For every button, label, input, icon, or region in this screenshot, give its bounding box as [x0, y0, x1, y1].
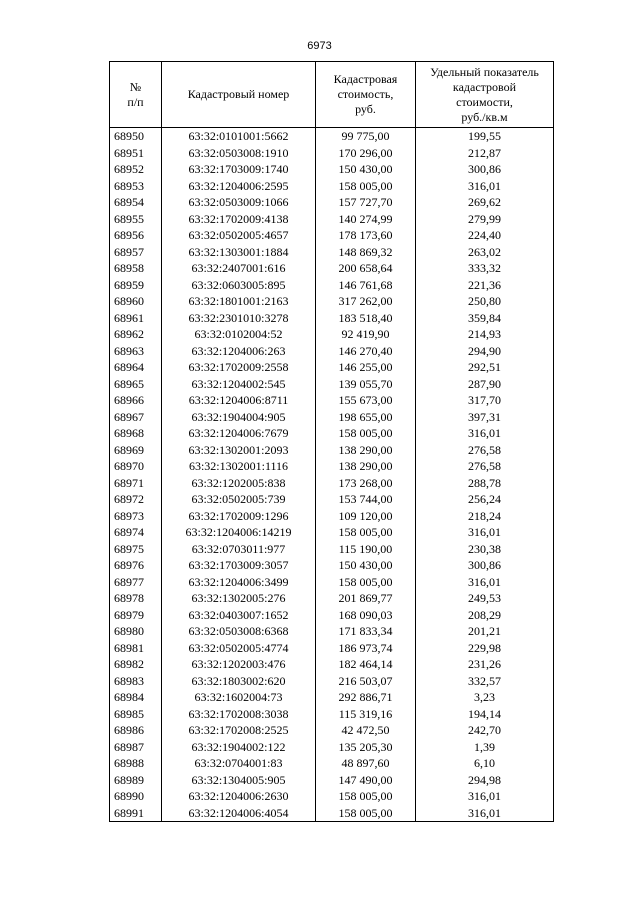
row-number-text: 68975: [114, 541, 144, 556]
cell-cadastral-value: 292 886,71: [316, 689, 416, 706]
row-number-text: 68966: [114, 393, 144, 408]
cell-specific-indicator: 212,87: [416, 145, 554, 162]
table-row: [110, 293, 554, 310]
cell-cadastral-number: 63:32:1904004:905: [162, 409, 316, 426]
cell-cadastral-number: 63:32:0703011:977: [162, 541, 316, 558]
row-number-text: 68953: [114, 178, 144, 193]
row-number-text: 68979: [114, 607, 144, 622]
row-number-text: 68968: [114, 426, 144, 441]
cell-specific-indicator: 1,39: [416, 739, 554, 756]
row-number-text: 68970: [114, 459, 144, 474]
cell-cadastral-value: 158 005,00: [316, 178, 416, 195]
cell-specific-indicator: 194,14: [416, 706, 554, 723]
row-number-text: 68987: [114, 739, 144, 754]
cell-cadastral-value: 186 973,74: [316, 640, 416, 657]
header-num: [110, 62, 162, 128]
row-number-text: 68971: [114, 475, 144, 490]
cell-cadastral-number: 63:32:0502005:739: [162, 491, 316, 508]
row-number-text: 68977: [114, 574, 144, 589]
table-row: [110, 310, 554, 327]
cell-cadastral-number: 63:32:1204006:263: [162, 343, 316, 360]
cell-cadastral-value: 183 518,40: [316, 310, 416, 327]
cell-cadastral-value: 115 319,16: [316, 706, 416, 723]
header-cadastral-value: [316, 62, 416, 128]
table-row: [110, 574, 554, 591]
table-row: [110, 805, 554, 822]
cell-cadastral-number: 63:32:1702009:2558: [162, 359, 316, 376]
cell-cadastral-number: 63:32:1302001:1116: [162, 458, 316, 475]
table-row: [110, 425, 554, 442]
cell-specific-indicator: 333,32: [416, 260, 554, 277]
table-row: [110, 442, 554, 459]
table-row: [110, 689, 554, 706]
cell-row-number: [110, 491, 162, 508]
cell-specific-indicator: 231,26: [416, 656, 554, 673]
table-row: [110, 326, 554, 343]
header-value-line: стоимость,: [337, 87, 394, 101]
cell-row-number: [110, 376, 162, 393]
row-number-text: 68990: [114, 789, 144, 804]
cell-specific-indicator: 199,55: [416, 128, 554, 145]
cell-row-number: [110, 442, 162, 459]
cell-specific-indicator: 3,23: [416, 689, 554, 706]
cell-row-number: [110, 425, 162, 442]
cell-specific-indicator: 250,80: [416, 293, 554, 310]
row-number-text: 68957: [114, 244, 144, 259]
row-number-text: 68958: [114, 261, 144, 276]
table-row: [110, 623, 554, 640]
cell-cadastral-number: 63:32:0101001:5662: [162, 128, 316, 145]
cell-specific-indicator: 317,70: [416, 392, 554, 409]
cell-specific-indicator: 316,01: [416, 178, 554, 195]
cell-cadastral-number: 63:32:1703009:1740: [162, 161, 316, 178]
table-row: [110, 706, 554, 723]
cell-cadastral-value: 147 490,00: [316, 772, 416, 789]
table-row: [110, 640, 554, 657]
table-row: [110, 524, 554, 541]
row-number-text: 68988: [114, 756, 144, 771]
cell-specific-indicator: 294,90: [416, 343, 554, 360]
header-cadastral-number: Кадастровый номер: [162, 62, 316, 128]
table-row: [110, 376, 554, 393]
header-indicator-line: стоимости,: [456, 94, 513, 109]
table-row: [110, 458, 554, 475]
cell-specific-indicator: 201,21: [416, 623, 554, 640]
cell-row-number: [110, 590, 162, 607]
cell-specific-indicator: 332,57: [416, 673, 554, 690]
cell-specific-indicator: 276,58: [416, 458, 554, 475]
table-row: [110, 491, 554, 508]
cell-cadastral-value: 317 262,00: [316, 293, 416, 310]
cell-cadastral-number: 63:32:0503009:1066: [162, 194, 316, 211]
cell-row-number: [110, 277, 162, 294]
cell-cadastral-number: 63:32:2407001:616: [162, 260, 316, 277]
cell-cadastral-value: 198 655,00: [316, 409, 416, 426]
table-row: [110, 656, 554, 673]
row-number-text: 68956: [114, 228, 144, 243]
table-row: [110, 557, 554, 574]
row-number-text: 68952: [114, 162, 144, 177]
cell-cadastral-value: 140 274,99: [316, 211, 416, 228]
cell-cadastral-number: 63:32:0102004:52: [162, 326, 316, 343]
cell-row-number: [110, 640, 162, 657]
header-num-line: п/п: [127, 94, 144, 109]
table-row: [110, 194, 554, 211]
cell-cadastral-number: 63:32:0603005:895: [162, 277, 316, 294]
cell-cadastral-value: 168 090,03: [316, 607, 416, 624]
table-row: [110, 772, 554, 789]
cell-specific-indicator: 316,01: [416, 805, 554, 822]
table-row: [110, 277, 554, 294]
table-row: [110, 673, 554, 690]
cell-specific-indicator: 242,70: [416, 722, 554, 739]
row-number-text: 68982: [114, 657, 144, 672]
cell-cadastral-value: 92 419,90: [316, 326, 416, 343]
cell-row-number: [110, 244, 162, 261]
cell-specific-indicator: 269,62: [416, 194, 554, 211]
row-number-text: 68950: [114, 129, 144, 144]
cell-cadastral-number: 63:32:1302001:2093: [162, 442, 316, 459]
cell-cadastral-value: 182 464,14: [316, 656, 416, 673]
row-number-text: 68985: [114, 706, 144, 721]
cell-specific-indicator: 249,53: [416, 590, 554, 607]
header-indicator-line: кадастровой: [452, 79, 517, 94]
cell-row-number: [110, 788, 162, 805]
cell-specific-indicator: 300,86: [416, 557, 554, 574]
cell-cadastral-value: 150 430,00: [316, 557, 416, 574]
row-number-text: 68974: [114, 525, 144, 540]
table-row: [110, 128, 554, 145]
row-number-text: 68984: [114, 690, 144, 705]
cell-cadastral-number: 63:32:1904002:122: [162, 739, 316, 756]
cell-specific-indicator: 397,31: [416, 409, 554, 426]
cell-cadastral-value: 158 005,00: [316, 805, 416, 822]
cell-cadastral-number: 63:32:1202005:838: [162, 475, 316, 492]
cell-cadastral-value: 173 268,00: [316, 475, 416, 492]
row-number-text: 68978: [114, 591, 144, 606]
cell-row-number: [110, 772, 162, 789]
row-number-text: 68965: [114, 376, 144, 391]
cell-cadastral-number: 63:32:1702008:2525: [162, 722, 316, 739]
cell-cadastral-number: 63:32:1702008:3038: [162, 706, 316, 723]
cell-cadastral-number: 63:32:1204006:4054: [162, 805, 316, 822]
cell-cadastral-number: 63:32:1703009:3057: [162, 557, 316, 574]
cell-specific-indicator: 263,02: [416, 244, 554, 261]
cell-row-number: [110, 326, 162, 343]
table-row: [110, 244, 554, 261]
cell-cadastral-number: 63:32:1202003:476: [162, 656, 316, 673]
cell-cadastral-value: 139 055,70: [316, 376, 416, 393]
cell-row-number: [110, 574, 162, 591]
row-number-text: 68991: [114, 805, 144, 820]
cell-specific-indicator: 224,40: [416, 227, 554, 244]
header-num-line: №: [129, 79, 142, 94]
cell-cadastral-value: 150 430,00: [316, 161, 416, 178]
cell-cadastral-number: 63:32:0502005:4774: [162, 640, 316, 657]
cell-cadastral-value: 135 205,30: [316, 739, 416, 756]
cell-row-number: [110, 508, 162, 525]
table-row: [110, 178, 554, 195]
table-row: [110, 508, 554, 525]
row-number-text: 68980: [114, 624, 144, 639]
table-row: [110, 359, 554, 376]
cell-row-number: [110, 178, 162, 195]
table-row: [110, 145, 554, 162]
row-number-text: 68989: [114, 772, 144, 787]
cell-cadastral-number: 63:32:1204006:7679: [162, 425, 316, 442]
cell-cadastral-value: 155 673,00: [316, 392, 416, 409]
cell-cadastral-number: 63:32:1803002:620: [162, 673, 316, 690]
cell-specific-indicator: 287,90: [416, 376, 554, 393]
row-number-text: 68986: [114, 723, 144, 738]
cell-row-number: [110, 739, 162, 756]
cell-specific-indicator: 292,51: [416, 359, 554, 376]
cell-cadastral-value: 115 190,00: [316, 541, 416, 558]
row-number-text: 68964: [114, 360, 144, 375]
cell-cadastral-number: 63:32:1303001:1884: [162, 244, 316, 261]
cell-specific-indicator: 218,24: [416, 508, 554, 525]
cell-cadastral-value: 200 658,64: [316, 260, 416, 277]
cell-row-number: [110, 656, 162, 673]
cell-cadastral-number: 63:32:1702009:1296: [162, 508, 316, 525]
cell-cadastral-value: 158 005,00: [316, 574, 416, 591]
table-header-row: [110, 62, 554, 128]
cell-cadastral-number: 63:32:0503008:6368: [162, 623, 316, 640]
header-value-line: руб.: [355, 102, 376, 116]
cell-cadastral-value: 158 005,00: [316, 425, 416, 442]
cell-row-number: [110, 194, 162, 211]
table-row: [110, 260, 554, 277]
cell-row-number: [110, 458, 162, 475]
row-number-text: 68973: [114, 508, 144, 523]
cell-specific-indicator: 316,01: [416, 788, 554, 805]
cell-row-number: [110, 310, 162, 327]
table-row: [110, 211, 554, 228]
cell-cadastral-value: 157 727,70: [316, 194, 416, 211]
cell-row-number: [110, 623, 162, 640]
cell-cadastral-value: 171 833,34: [316, 623, 416, 640]
cell-row-number: [110, 359, 162, 376]
cell-specific-indicator: 230,38: [416, 541, 554, 558]
cell-specific-indicator: 316,01: [416, 524, 554, 541]
cell-specific-indicator: 6,10: [416, 755, 554, 772]
cell-specific-indicator: 300,86: [416, 161, 554, 178]
cell-cadastral-value: 153 744,00: [316, 491, 416, 508]
cell-specific-indicator: 229,98: [416, 640, 554, 657]
cell-row-number: [110, 689, 162, 706]
row-number-text: 68963: [114, 343, 144, 358]
table-row: [110, 739, 554, 756]
cell-row-number: [110, 755, 162, 772]
row-number-text: 68972: [114, 492, 144, 507]
cell-cadastral-value: 146 255,00: [316, 359, 416, 376]
cell-specific-indicator: 214,93: [416, 326, 554, 343]
cell-cadastral-number: 63:32:2301010:3278: [162, 310, 316, 327]
table-row: [110, 392, 554, 409]
table-row: [110, 475, 554, 492]
cell-row-number: [110, 409, 162, 426]
cell-cadastral-number: 63:32:1204002:545: [162, 376, 316, 393]
header-value-line: Кадастровая: [333, 72, 398, 86]
table-row: [110, 343, 554, 360]
cell-row-number: [110, 211, 162, 228]
table-row: [110, 755, 554, 772]
cell-specific-indicator: 316,01: [416, 425, 554, 442]
cell-specific-indicator: 221,36: [416, 277, 554, 294]
row-number-text: 68961: [114, 310, 144, 325]
table-row: [110, 161, 554, 178]
cell-cadastral-number: 63:32:0502005:4657: [162, 227, 316, 244]
cell-specific-indicator: 256,24: [416, 491, 554, 508]
cell-row-number: [110, 524, 162, 541]
cell-cadastral-value: 216 503,07: [316, 673, 416, 690]
page-number: 6973: [307, 40, 332, 52]
cell-cadastral-number: 63:32:1204006:2595: [162, 178, 316, 195]
cadastral-table: [109, 61, 554, 822]
cell-cadastral-value: 146 270,40: [316, 343, 416, 360]
cell-cadastral-number: 63:32:1204006:14219: [162, 524, 316, 541]
row-number-text: 68959: [114, 277, 144, 292]
cell-cadastral-value: 201 869,77: [316, 590, 416, 607]
cell-row-number: [110, 260, 162, 277]
row-number-text: 68967: [114, 409, 144, 424]
table-row: [110, 722, 554, 739]
cell-row-number: [110, 343, 162, 360]
cell-row-number: [110, 392, 162, 409]
cell-row-number: [110, 227, 162, 244]
cell-row-number: [110, 145, 162, 162]
cell-cadastral-number: 63:32:1304005:905: [162, 772, 316, 789]
row-number-text: 68955: [114, 211, 144, 226]
cell-row-number: [110, 161, 162, 178]
table-row: [110, 607, 554, 624]
cell-row-number: [110, 541, 162, 558]
cell-cadastral-value: 170 296,00: [316, 145, 416, 162]
cell-specific-indicator: 288,78: [416, 475, 554, 492]
row-number-text: 68954: [114, 195, 144, 210]
cell-row-number: [110, 805, 162, 822]
cell-cadastral-number: 63:32:1302005:276: [162, 590, 316, 607]
cell-cadastral-number: 63:32:0704001:83: [162, 755, 316, 772]
row-number-text: 68983: [114, 673, 144, 688]
cell-cadastral-number: 63:32:1801001:2163: [162, 293, 316, 310]
cell-cadastral-number: 63:32:1702009:4138: [162, 211, 316, 228]
cell-cadastral-value: 48 897,60: [316, 755, 416, 772]
row-number-text: 68981: [114, 640, 144, 655]
cell-specific-indicator: 276,58: [416, 442, 554, 459]
header-indicator-line: руб./кв.м: [461, 109, 508, 124]
table-row: [110, 541, 554, 558]
cell-cadastral-value: 178 173,60: [316, 227, 416, 244]
cell-cadastral-value: 42 472,50: [316, 722, 416, 739]
cell-specific-indicator: 294,98: [416, 772, 554, 789]
cell-cadastral-value: 158 005,00: [316, 788, 416, 805]
cell-cadastral-value: 158 005,00: [316, 524, 416, 541]
header-indicator-line: Удельный показатель: [430, 64, 539, 79]
cell-cadastral-value: 138 290,00: [316, 442, 416, 459]
cell-cadastral-number: 63:32:1602004:73: [162, 689, 316, 706]
cell-cadastral-number: 63:32:1204006:2630: [162, 788, 316, 805]
cell-specific-indicator: 208,29: [416, 607, 554, 624]
row-number-text: 68976: [114, 558, 144, 573]
cell-cadastral-value: 99 775,00: [316, 128, 416, 145]
cell-cadastral-value: 148 869,32: [316, 244, 416, 261]
cell-specific-indicator: 316,01: [416, 574, 554, 591]
cell-cadastral-value: 138 290,00: [316, 458, 416, 475]
row-number-text: 68960: [114, 294, 144, 309]
row-number-text: 68951: [114, 145, 144, 160]
table-row: [110, 227, 554, 244]
cell-cadastral-value: 146 761,68: [316, 277, 416, 294]
cell-cadastral-number: 63:32:1204006:8711: [162, 392, 316, 409]
cell-specific-indicator: 359,84: [416, 310, 554, 327]
row-number-text: 68969: [114, 442, 144, 457]
cell-row-number: [110, 293, 162, 310]
cell-row-number: [110, 673, 162, 690]
table-row: [110, 590, 554, 607]
cell-row-number: [110, 557, 162, 574]
header-specific-indicator: [416, 62, 554, 128]
cell-row-number: [110, 607, 162, 624]
cell-row-number: [110, 706, 162, 723]
cell-row-number: [110, 128, 162, 145]
cell-row-number: [110, 475, 162, 492]
cell-row-number: [110, 722, 162, 739]
row-number-text: 68962: [114, 327, 144, 342]
cell-cadastral-number: 63:32:0403007:1652: [162, 607, 316, 624]
table-row: [110, 409, 554, 426]
cell-cadastral-value: 109 120,00: [316, 508, 416, 525]
table-row: [110, 788, 554, 805]
cell-specific-indicator: 279,99: [416, 211, 554, 228]
cell-cadastral-number: 63:32:1204006:3499: [162, 574, 316, 591]
cell-cadastral-number: 63:32:0503008:1910: [162, 145, 316, 162]
